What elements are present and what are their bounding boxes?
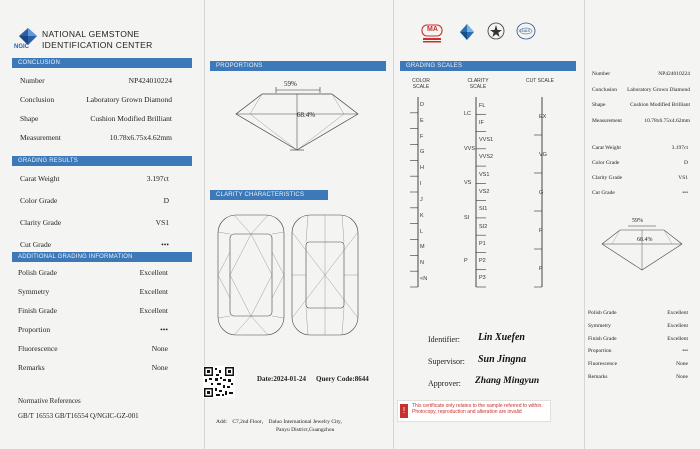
- clarity-grade-tick: VS2: [479, 189, 490, 195]
- clarity-grade-tick: FL: [479, 102, 486, 109]
- cma-badge-text: MA: [427, 26, 438, 33]
- color-scale-label: COLOR SCALE: [412, 78, 430, 90]
- cut-grade-tick: P: [539, 266, 543, 273]
- info-row: [20, 76, 172, 86]
- info-label: Finish Grade: [588, 335, 617, 342]
- info-label: Color Grade: [20, 196, 58, 205]
- accreditation-seal-icon: [487, 22, 505, 42]
- info-value: •••: [682, 190, 688, 196]
- info-label: Conclusion: [592, 86, 618, 93]
- additional-info-bar: ADDITIONAL GRADING INFORMATION: [12, 252, 192, 262]
- info-row: [18, 344, 168, 354]
- grading-scales-lines: [398, 95, 578, 305]
- color-grade-tick: N: [420, 260, 424, 267]
- clarity-grade-tick: IF: [479, 119, 484, 126]
- normative-text: GB/T 16553 GB/T16554 Q/NGIC-GZ-001: [18, 412, 139, 420]
- color-grade-tick: <N: [420, 276, 428, 283]
- info-row: [20, 174, 169, 184]
- clarity-grade-tick: P1: [479, 240, 486, 247]
- info-label: Shape: [592, 102, 606, 108]
- info-label: Polish Grade: [588, 310, 617, 316]
- info-value: Excellent: [139, 287, 168, 296]
- color-grade-tick: F: [420, 133, 424, 140]
- clarity-group-label: SI: [464, 214, 470, 221]
- cut-grade-tick: G: [539, 190, 544, 197]
- ngic-logo-text: NGIC: [14, 44, 29, 50]
- clarity-group-label: VVS: [464, 145, 476, 152]
- info-row: [18, 268, 168, 278]
- info-label: Symmetry: [18, 287, 50, 296]
- summary-table-pct: 59%: [632, 218, 643, 224]
- cut-scale-label: CUT SCALE: [526, 78, 554, 84]
- info-label: Carat Weight: [592, 145, 621, 151]
- info-value: NP424010224: [128, 76, 172, 85]
- info-label: Proportion: [18, 325, 51, 334]
- notice-text: This certificate only relates to the sample referred to within. Photocopy, reproduction and alteration are invalid: [412, 403, 543, 415]
- info-value: None: [676, 374, 688, 380]
- info-value: D: [163, 196, 169, 205]
- info-label: Proportion: [588, 348, 612, 355]
- info-value: •••: [682, 348, 688, 355]
- info-row: [588, 323, 688, 333]
- identifier-signature: Lin Xuefen: [478, 332, 525, 343]
- color-grade-tick: J: [420, 196, 423, 203]
- info-value: •••: [161, 240, 169, 249]
- info-value: 10.78x6.75x4.62mm: [644, 117, 690, 124]
- info-value: None: [151, 363, 168, 372]
- lab-address-line1: Add： C7,2nd Floor， Daluo International Jewelry City,: [216, 419, 342, 425]
- info-label: Measurement: [20, 133, 61, 142]
- info-row: [20, 95, 172, 105]
- color-grade-tick: D: [420, 101, 424, 108]
- lab-address-line2: Panyu District,Guangzhou: [276, 427, 335, 433]
- color-grade-tick: M: [420, 244, 425, 251]
- info-value: Excellent: [139, 268, 168, 277]
- info-row: [18, 325, 168, 335]
- grading-scales-bar: GRADING SCALES: [400, 61, 576, 71]
- color-grade-tick: G: [420, 149, 425, 156]
- identifier-label: Identifier:: [428, 335, 460, 344]
- info-value: 10.78x6.75x4.62mm: [109, 133, 172, 142]
- org-name-line1: NATIONAL GEMSTONE: [42, 29, 140, 39]
- issue-date: Date:2024-01-24: [257, 375, 306, 383]
- color-grade-tick: K: [420, 212, 424, 219]
- info-label: Remarks: [588, 374, 608, 380]
- info-row: [18, 306, 168, 316]
- info-row: [592, 87, 690, 97]
- info-row: [592, 71, 690, 81]
- info-row: [588, 361, 688, 371]
- cut-grade-tick: EX: [539, 114, 547, 121]
- color-grade-tick: I: [420, 181, 422, 188]
- info-row: [588, 336, 688, 346]
- clarity-grade-tick: P3: [479, 275, 486, 282]
- info-row: [588, 348, 688, 358]
- org-name-line2: IDENTIFICATION CENTER: [42, 40, 153, 50]
- info-value: Excellent: [667, 335, 688, 342]
- info-label: Number: [592, 71, 611, 77]
- info-row: [592, 160, 688, 170]
- proportions-depth-pct: 68.4%: [297, 111, 316, 119]
- cma-badge: [421, 22, 443, 44]
- clarity-grade-tick: SI2: [479, 223, 488, 230]
- info-label: Shape: [20, 114, 39, 123]
- info-value: Cushion Modified Brilliant: [630, 102, 690, 108]
- cut-grade-tick: VG: [539, 152, 547, 159]
- info-label: Color Grade: [592, 160, 620, 166]
- supervisor-signature: Sun Jingna: [478, 354, 527, 365]
- warning-icon: !: [400, 404, 408, 418]
- info-label: Fluorescence: [18, 344, 58, 353]
- info-label: Clarity Grade: [592, 175, 623, 181]
- clarity-grade-tick: P2: [479, 258, 486, 265]
- info-row: [20, 218, 169, 228]
- clarity-grade-tick: SI1: [479, 206, 488, 213]
- info-row: [20, 196, 169, 206]
- clarity-grade-tick: VS1: [479, 171, 490, 178]
- info-value: Excellent: [667, 310, 688, 316]
- info-label: Measurement: [592, 117, 622, 124]
- info-value: 3.197ct: [146, 174, 169, 183]
- info-value: Laboratory Grown Diamond: [86, 95, 172, 104]
- diamond-mark-icon: [459, 23, 475, 43]
- query-code: Query Code:8644: [316, 375, 369, 383]
- info-value: Cushion Modified Brilliant: [90, 114, 172, 123]
- info-label: Remarks: [18, 363, 45, 372]
- info-row: [592, 175, 688, 185]
- info-row: [20, 133, 172, 143]
- info-value: •••: [160, 325, 168, 334]
- info-row: [592, 190, 688, 200]
- clarity-group-label: VS: [464, 180, 472, 187]
- normative-title: Normative References: [18, 397, 81, 405]
- proportions-table-pct: 59%: [284, 80, 297, 88]
- info-value: Laboratory Grown Diamond: [627, 86, 690, 93]
- info-value: VS1: [155, 218, 169, 227]
- proportions-bar: PROPORTIONS: [210, 61, 386, 71]
- cut-grade-tick: F: [539, 228, 543, 235]
- info-row: [592, 118, 690, 128]
- info-row: [20, 240, 169, 250]
- info-row: [592, 102, 690, 112]
- color-grade-tick: L: [420, 228, 424, 235]
- info-label: Clarity Grade: [20, 218, 62, 227]
- notice-box: [397, 400, 551, 422]
- info-label: Conclusion: [20, 95, 55, 104]
- clarity-scale-label: CLARITY SCALE: [467, 78, 489, 90]
- info-value: Excellent: [667, 322, 688, 329]
- info-label: Fluorescence: [588, 361, 618, 368]
- info-label: Finish Grade: [18, 306, 57, 315]
- info-row: [588, 310, 688, 320]
- supervisor-label: Supervisor:: [428, 357, 465, 366]
- summary-depth-pct: 68.4%: [637, 237, 653, 243]
- info-value: VS1: [678, 175, 688, 181]
- clarity-group-label: P: [464, 258, 468, 265]
- cnas-badge-text: CNAS: [519, 28, 531, 33]
- cnas-badge: [516, 22, 536, 42]
- clarity-grade-tick: VVS2: [479, 154, 494, 161]
- summary-proportions-diagram: [592, 216, 692, 276]
- approver-label: Approver:: [428, 379, 461, 388]
- info-row: [588, 374, 688, 384]
- approver-signature: Zhang Mingyun: [475, 376, 540, 386]
- info-row: [20, 114, 172, 124]
- info-value: 3.197ct: [671, 145, 688, 151]
- clarity-group-label: LC: [464, 111, 472, 118]
- info-row: [18, 287, 168, 297]
- info-value: D: [684, 160, 688, 166]
- qr-code: [203, 366, 235, 398]
- clarity-grade-tick: VVS1: [479, 137, 494, 144]
- info-row: [592, 145, 688, 155]
- info-value: None: [676, 361, 688, 368]
- color-grade-tick: H: [420, 165, 424, 172]
- info-value: None: [151, 344, 168, 353]
- info-label: Carat Weight: [20, 174, 60, 183]
- info-row: [18, 363, 168, 373]
- info-value: Excellent: [139, 306, 168, 315]
- color-grade-tick: E: [420, 117, 424, 124]
- clarity-characteristics-bar: CLARITY CHARACTERISTICS: [210, 190, 328, 200]
- info-label: Polish Grade: [18, 268, 57, 277]
- conclusion-bar: CONCLUSION: [12, 58, 192, 68]
- clarity-plot-diagram: [214, 212, 362, 338]
- info-value: NP424010224: [658, 71, 690, 77]
- info-label: Symmetry: [588, 322, 611, 329]
- info-label: Number: [20, 76, 45, 85]
- info-label: Cut Grade: [592, 190, 615, 196]
- info-label: Cut Grade: [20, 240, 52, 249]
- grading-results-bar: GRADING RESULTS: [12, 156, 192, 166]
